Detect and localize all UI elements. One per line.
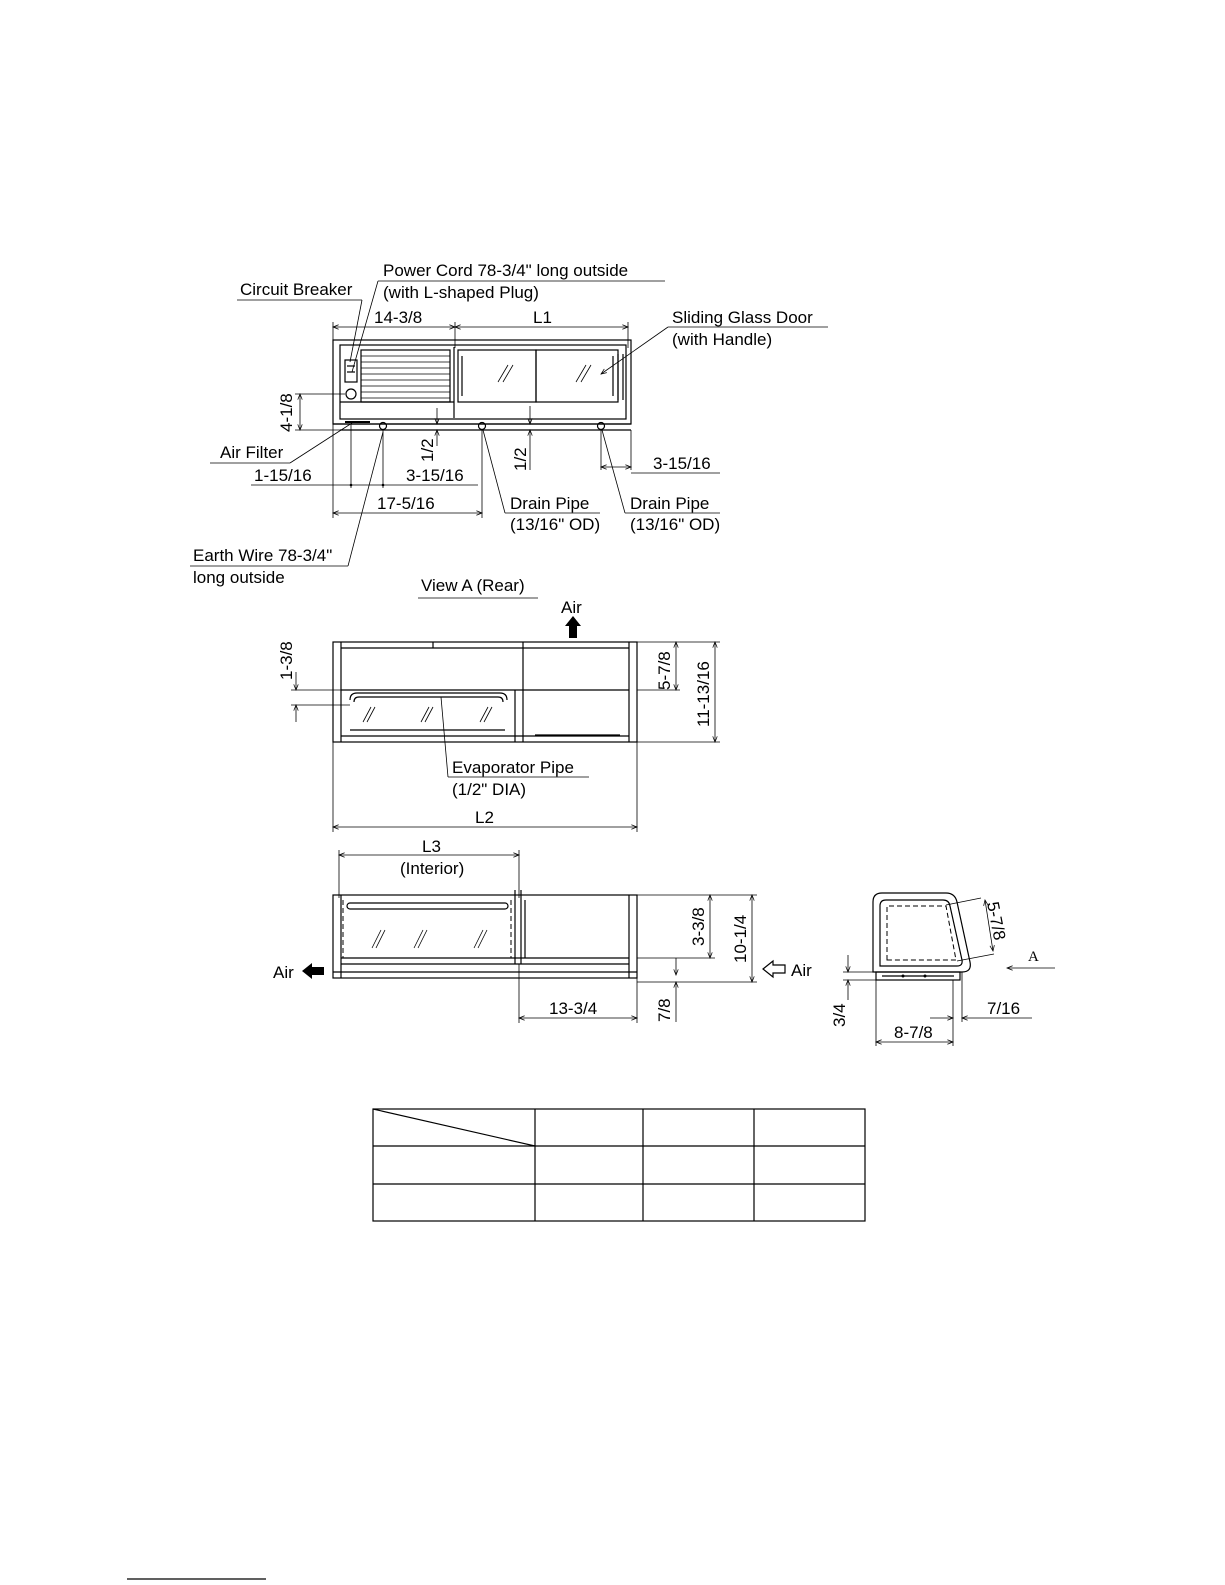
dim-3-15-16-a: 3-15/16 xyxy=(406,466,464,485)
label-circuit-breaker: Circuit Breaker xyxy=(240,280,353,299)
front-cabinet-outline xyxy=(333,895,637,978)
sliding-door-left xyxy=(458,350,536,402)
view-a-marker: A xyxy=(1028,949,1039,965)
dim-L3: L3 xyxy=(422,837,441,856)
front-view xyxy=(273,837,812,1023)
rear-air-label: Air xyxy=(561,598,582,617)
dim-3-15-16-b: 3-15/16 xyxy=(653,454,711,473)
label-evaporator-pipe-sub: (1/2" DIA) xyxy=(452,780,527,799)
dim-13-3-4: 13-3/4 xyxy=(549,999,598,1018)
dim-10-1-4: 10-1/4 xyxy=(731,914,750,963)
dim-4-1-8: 4-1/8 xyxy=(277,393,296,432)
dim-L3-sub: (Interior) xyxy=(400,859,465,878)
rear-view xyxy=(277,576,720,832)
dim-3-4: 3/4 xyxy=(830,1003,849,1027)
dim-11-13-16: 11-13/16 xyxy=(694,661,713,727)
rear-cabinet-outline xyxy=(333,642,637,742)
top-cabinet-outline xyxy=(333,340,631,424)
label-drain-pipe-2-sub: (13/16" OD) xyxy=(630,515,721,534)
front-air-left: Air xyxy=(273,963,294,982)
dim-1-3-8: 1-3/8 xyxy=(277,641,296,680)
label-drain-pipe-2: Drain Pipe xyxy=(630,494,710,513)
table-corner-diagonal xyxy=(373,1109,535,1146)
dim-8-7-8: 8-7/8 xyxy=(894,1023,933,1042)
dim-7-16: 7/16 xyxy=(987,999,1021,1018)
dim-7-8: 7/8 xyxy=(655,998,674,1022)
air-arrow-up xyxy=(565,616,581,638)
air-arrow-left xyxy=(302,963,324,979)
label-earth-wire-sub: long outside xyxy=(193,568,285,587)
dim-L1: L1 xyxy=(533,308,552,327)
louvre-grille xyxy=(361,350,450,402)
dim-5-7-8-side: 5-7/8 xyxy=(983,900,1010,942)
dim-5-7-8-rear: 5-7/8 xyxy=(655,651,674,690)
label-drain-pipe-1: Drain Pipe xyxy=(510,494,590,513)
rear-view-title: View A (Rear) xyxy=(421,576,525,595)
label-sliding-glass-door-sub: (with Handle) xyxy=(672,330,773,349)
dim-L2: L2 xyxy=(475,808,494,827)
label-drain-pipe-1-sub: (13/16" OD) xyxy=(510,515,601,534)
front-air-right: Air xyxy=(791,961,812,980)
dim-1-2-b: 1/2 xyxy=(511,447,530,471)
label-earth-wire: Earth Wire 78-3/4" xyxy=(193,546,333,565)
label-air-filter: Air Filter xyxy=(220,443,284,462)
dim-1-2-a: 1/2 xyxy=(418,438,437,462)
label-sliding-glass-door: Sliding Glass Door xyxy=(672,308,813,327)
sliding-door-right xyxy=(536,350,618,402)
dimension-table xyxy=(373,1109,865,1221)
label-evaporator-pipe: Evaporator Pipe xyxy=(452,758,574,777)
air-arrow-in xyxy=(763,961,785,977)
dim-1-15-16: 1-15/16 xyxy=(254,466,312,485)
dim-17-5-16: 17-5/16 xyxy=(377,494,435,513)
dim-3-3-8: 3-3/8 xyxy=(689,907,708,946)
front-handle-rail xyxy=(347,903,508,909)
label-power-cord: Power Cord 78-3/4" long outside xyxy=(383,261,629,280)
dim-14-3-8: 14-3/8 xyxy=(374,308,423,327)
label-power-cord-sub: (with L-shaped Plug) xyxy=(383,283,539,302)
circuit-breaker-symbol xyxy=(345,360,357,382)
side-view xyxy=(830,893,1055,1046)
top-view xyxy=(190,261,828,587)
